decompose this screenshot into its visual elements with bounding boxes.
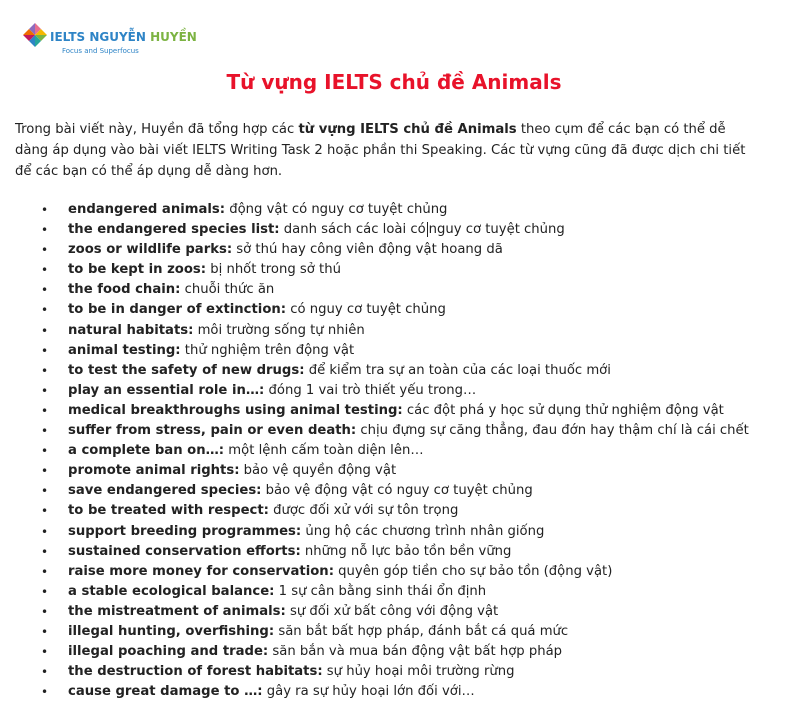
list-item bbox=[0, 522, 788, 542]
bullet-icon: • bbox=[41, 303, 49, 318]
vocab-definition: bị nhốt trong sở thú bbox=[206, 262, 341, 278]
vocab-term: illegal poaching and trade: bbox=[68, 644, 269, 660]
vocab-definition: bảo vệ động vật có nguy cơ tuyệt chủng bbox=[261, 483, 533, 499]
bullet-icon: • bbox=[41, 584, 49, 599]
list-item bbox=[0, 280, 788, 300]
list-item bbox=[0, 421, 788, 441]
bullet-icon: • bbox=[41, 403, 49, 418]
vocab-term: zoos or wildlife parks: bbox=[68, 242, 233, 258]
vocab-term: the endangered species list: bbox=[68, 222, 280, 238]
vocab-term: support breeding programmes: bbox=[68, 523, 302, 539]
bullet-icon: • bbox=[41, 665, 49, 680]
vocab-term: a complete ban on…: bbox=[68, 443, 225, 459]
bullet-icon: • bbox=[41, 504, 49, 519]
list-item bbox=[0, 200, 788, 220]
bullet-icon: • bbox=[41, 343, 49, 358]
vocab-term: animal testing: bbox=[68, 342, 181, 358]
vocab-term: to test the safety of new drugs: bbox=[68, 362, 305, 378]
list-item bbox=[0, 240, 788, 260]
vocab-definition: quyên góp tiền cho sự bảo tồn (động vật) bbox=[333, 563, 613, 579]
logo-name-second: HUYỀN bbox=[150, 30, 197, 44]
site-logo[interactable] bbox=[20, 20, 197, 60]
intro-text-after: theo cụm để các bạn có thể dễ dàng áp dụng vào bài viết IELTS Writing Task 2 hoặc phần thi Speaking. Các từ vựng cũng đã được dịch chi tiết để các bạn có thể áp dụng dễ dàng hơn. bbox=[15, 122, 746, 179]
vocab-definition: chuỗi thức ăn bbox=[180, 282, 275, 298]
list-item bbox=[0, 401, 788, 421]
list-item bbox=[0, 461, 788, 481]
list-item bbox=[0, 622, 788, 642]
logo-name-first: IELTS NGUYỄN bbox=[50, 30, 146, 44]
logo-pinwheel-icon bbox=[20, 20, 50, 50]
vocab-term: medical breakthroughs using animal testing: bbox=[68, 402, 403, 418]
list-item bbox=[0, 602, 788, 622]
vocab-term: the food chain: bbox=[68, 282, 181, 298]
bullet-icon: • bbox=[41, 544, 49, 559]
intro-paragraph bbox=[15, 119, 763, 182]
list-item bbox=[0, 381, 788, 401]
vocab-definition: gây ra sự hủy hoại lớn đối với… bbox=[262, 684, 475, 700]
list-item bbox=[0, 220, 788, 240]
list-item bbox=[0, 501, 788, 521]
bullet-icon: • bbox=[41, 243, 49, 258]
vocab-definition: động vật có nguy cơ tuyệt chủng bbox=[225, 202, 448, 217]
vocab-term: to be kept in zoos: bbox=[68, 262, 207, 278]
vocab-term: the destruction of forest habitats: bbox=[68, 664, 323, 680]
bullet-icon: • bbox=[41, 203, 49, 217]
bullet-icon: • bbox=[41, 444, 49, 459]
vocabulary-list bbox=[0, 200, 788, 702]
bullet-icon: • bbox=[41, 685, 49, 700]
vocab-definition: săn bắn và mua bán động vật bất hợp pháp bbox=[268, 644, 563, 660]
vocab-term: save endangered species: bbox=[68, 483, 262, 499]
list-item bbox=[0, 582, 788, 602]
vocab-definition: sở thú hay công viên động vật hoang dã bbox=[232, 242, 503, 258]
vocab-definition: ủng hộ các chương trình nhân giống bbox=[301, 523, 545, 539]
bullet-icon: • bbox=[41, 645, 49, 660]
bullet-icon: • bbox=[41, 263, 49, 278]
vocab-definition: thử nghiệm trên động vật bbox=[180, 342, 355, 358]
vocab-definition: danh sách các loài có bbox=[279, 222, 426, 238]
vocab-definition: sự đối xử bất công với động vật bbox=[285, 603, 499, 619]
vocab-definition: môi trường sống tự nhiên bbox=[193, 322, 365, 338]
vocab-definition-continued: nguy cơ tuyệt chủng bbox=[428, 222, 565, 238]
list-item bbox=[0, 341, 788, 361]
bullet-icon: • bbox=[41, 464, 49, 479]
bullet-icon: • bbox=[41, 323, 49, 338]
logo-wordmark bbox=[50, 30, 197, 44]
vocab-term: illegal hunting, overfishing: bbox=[68, 623, 275, 639]
vocab-term: a stable ecological balance: bbox=[68, 583, 275, 599]
vocab-term: endangered animals: bbox=[68, 202, 226, 217]
intro-text-before: Trong bài viết này, Huyền đã tổng hợp các bbox=[15, 122, 299, 137]
list-item bbox=[0, 642, 788, 662]
vocab-definition: những nỗ lực bảo tồn bền vững bbox=[300, 543, 512, 559]
bullet-icon: • bbox=[41, 383, 49, 398]
text-cursor bbox=[427, 222, 428, 237]
vocab-definition: chịu đựng sự căng thẳng, đau đớn hay thậm chí là cái chết bbox=[356, 423, 749, 439]
page-title: Từ vựng IELTS chủ đề Animals bbox=[226, 70, 562, 94]
bullet-icon: • bbox=[41, 624, 49, 639]
vocab-definition: săn bắt bất hợp pháp, đánh bắt cá quá mức bbox=[274, 623, 569, 639]
bullet-icon: • bbox=[41, 524, 49, 539]
vocab-term: to be in danger of extinction: bbox=[68, 302, 287, 318]
vocab-definition: đóng 1 vai trò thiết yếu trong… bbox=[264, 382, 477, 398]
vocab-term: cause great damage to …: bbox=[68, 684, 263, 700]
vocab-definition: để kiểm tra sự an toàn của các loại thuốc mới bbox=[304, 362, 611, 378]
bullet-icon: • bbox=[41, 564, 49, 579]
list-item bbox=[0, 361, 788, 381]
vocab-term: raise more money for conservation: bbox=[68, 563, 334, 579]
vocab-definition: 1 sự cân bằng sinh thái ổn định bbox=[274, 583, 487, 599]
vocab-term: play an essential role in…: bbox=[68, 382, 265, 398]
list-item bbox=[0, 260, 788, 280]
vocab-term: natural habitats: bbox=[68, 322, 194, 338]
vocab-definition: một lệnh cấm toàn diện lên… bbox=[224, 443, 424, 459]
vocab-term: suffer from stress, pain or even death: bbox=[68, 423, 357, 439]
bullet-icon: • bbox=[41, 484, 49, 499]
bullet-icon: • bbox=[41, 363, 49, 378]
list-item bbox=[0, 441, 788, 461]
vocab-definition: sự hủy hoại môi trường rừng bbox=[322, 664, 515, 680]
list-item bbox=[0, 542, 788, 562]
vocab-definition: các đột phá y học sử dụng thử nghiệm động vật bbox=[402, 402, 724, 418]
bullet-icon: • bbox=[41, 223, 49, 238]
vocab-term: the mistreatment of animals: bbox=[68, 603, 286, 619]
list-item bbox=[0, 662, 788, 682]
logo-tagline: Focus and Superfocus bbox=[62, 47, 139, 55]
vocab-term: promote animal rights: bbox=[68, 463, 240, 479]
list-item bbox=[0, 300, 788, 320]
list-item bbox=[0, 321, 788, 341]
list-item bbox=[0, 682, 788, 702]
bullet-icon: • bbox=[41, 424, 49, 439]
bullet-icon: • bbox=[41, 604, 49, 619]
list-item bbox=[0, 562, 788, 582]
bullet-icon: • bbox=[41, 283, 49, 298]
vocab-definition: có nguy cơ tuyệt chủng bbox=[286, 302, 446, 318]
vocab-term: sustained conservation efforts: bbox=[68, 543, 301, 559]
vocab-definition: được đối xử với sự tôn trọng bbox=[268, 503, 459, 519]
list-item bbox=[0, 481, 788, 501]
intro-text-bold: từ vựng IELTS chủ đề Animals bbox=[298, 122, 517, 137]
vocab-term: to be treated with respect: bbox=[68, 503, 269, 519]
vocab-definition: bảo vệ quyền động vật bbox=[239, 463, 397, 479]
